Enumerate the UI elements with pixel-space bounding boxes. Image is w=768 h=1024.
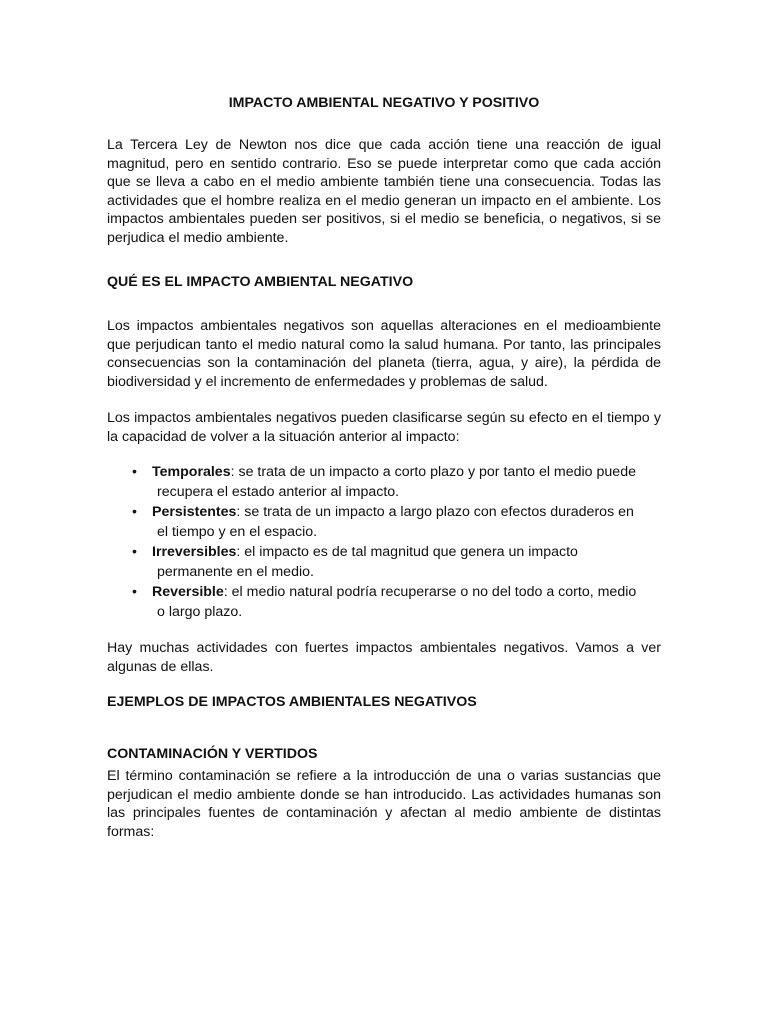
list-item-text-continued: permanente en el medio. [157,563,314,580]
list-item [107,503,661,542]
list-item-text: : el medio natural podría recuperarse o no del todo a corto, medio [223,584,637,600]
list-item-term: Reversible [152,584,224,600]
document-title: IMPACTO AMBIENTAL NEGATIVO Y POSITIVO [228,95,540,111]
list-item-text: : se trata de un impacto a corto plazo y por tanto el medio puede [230,464,636,480]
bullet-icon: • [132,544,137,560]
list-item [107,583,661,622]
negative-impact-definition-paragraph: Los impactos ambientales negativos son aquellas alteraciones en el medioambiente que perjudican tanto el medio natural como la salud humana. Por tanto, las principales consecuencias son la contaminación del planeta (tierra, agua, y aire), la pérdida de biodiversidad y el incremento de enfermedades y problemas de salud. [107,318,661,390]
section-heading-examples: EJEMPLOS DE IMPACTOS AMBIENTALES NEGATIVOS [107,694,477,710]
pollution-paragraph: El término contaminación se refiere a la introducción de una o varias sustancias que perjudican el medio ambiente donde se han introducido. Las actividades humanas son las principales fuentes de contaminación y afectan al medio ambiente de distintas formas: [107,768,661,840]
bullet-icon: • [132,584,137,600]
list-item-text-continued: o largo plazo. [157,603,243,620]
list-item [107,543,661,582]
list-item-term: Temporales [152,464,231,480]
bullet-icon: • [132,504,137,520]
classification-intro-paragraph: Los impactos ambientales negativos pueden clasificarse según su efecto en el tiempo y la capacidad de volver a la situación anterior al impacto: [107,410,661,445]
list-item-term: Persistentes [152,504,237,520]
list-item-text: : el impacto es de tal magnitud que genera un impacto [236,544,578,560]
section-heading-pollution: CONTAMINACIÓN Y VERTIDOS [107,746,318,762]
list-item-text-continued: el tiempo y en el espacio. [157,523,318,540]
section-heading-negative-impact: QUÉ ES EL IMPACTO AMBIENTAL NEGATIVO [107,274,414,290]
impact-types-list [107,463,661,622]
activities-intro-paragraph: Hay muchas actividades con fuertes impactos ambientales negativos. Vamos a ver algunas de ellas. [107,640,661,675]
list-item [107,463,661,502]
intro-paragraph: La Tercera Ley de Newton nos dice que cada acción tiene una reacción de igual magnitud, pero en sentido contrario. Eso se puede interpretar como que cada acción que se lleva a cabo en el medio ambiente también tiene una consecuencia. Todas las actividades que el hombre realiza en el medio generan un impacto en el ambiente. Los impactos ambientales pueden ser positivos, si el medio se beneficia, o negativos, si se perjudica el medio ambiente. [107,137,661,246]
list-item-text: : se trata de un impacto a largo plazo con efectos duraderos en [236,504,634,520]
list-item-term: Irreversibles [152,544,237,560]
bullet-icon: • [132,464,137,480]
list-item-text-continued: recupera el estado anterior al impacto. [157,483,400,500]
